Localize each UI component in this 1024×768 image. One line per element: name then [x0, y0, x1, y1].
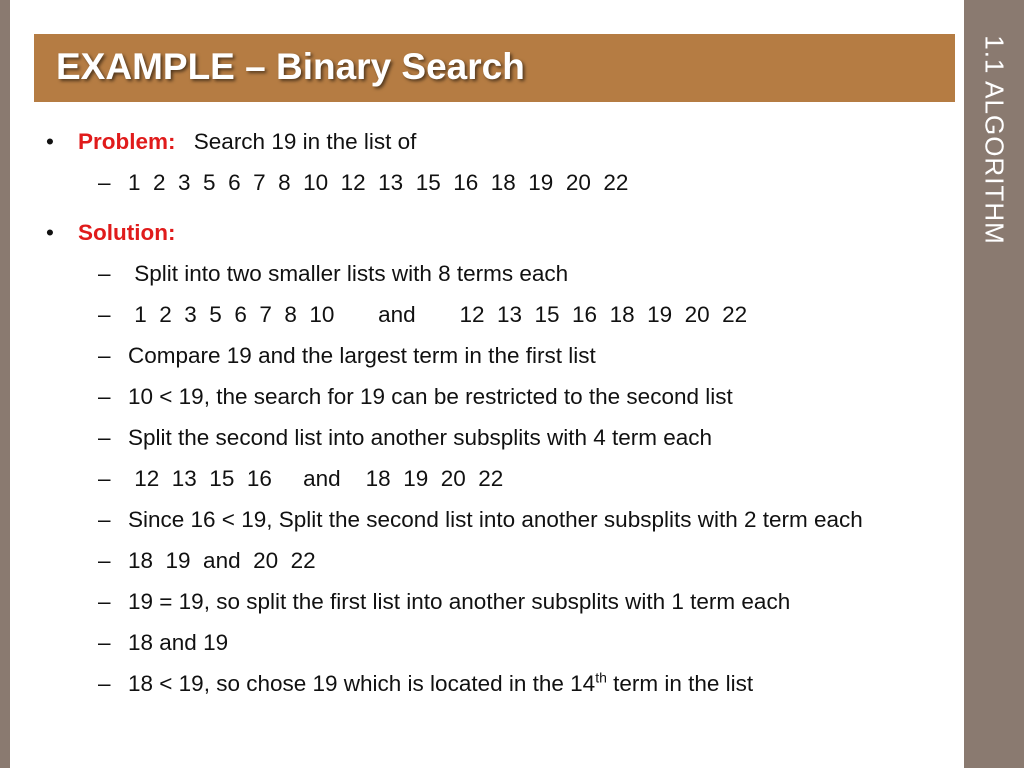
solution-step [46, 545, 946, 577]
dash-marker: – [98, 425, 111, 450]
problem-list-item [46, 167, 946, 199]
solution-label: Solution: [78, 220, 176, 245]
step-text: Split the second list into another subsplits with 4 term each [128, 425, 713, 450]
solution-step [46, 463, 946, 495]
problem-label: Problem: [78, 129, 176, 154]
dash-marker: – [98, 170, 111, 195]
step-text: Compare 19 and the largest term in the first list [128, 343, 596, 368]
title-bar [34, 34, 955, 102]
problem-bullet [46, 126, 946, 158]
bullet-dot: • [46, 220, 54, 245]
solution-step-final [46, 668, 946, 700]
dash-marker: – [98, 343, 111, 368]
solution-step [46, 258, 946, 290]
slide-content [46, 126, 946, 700]
dash-marker: – [98, 548, 111, 573]
problem-text: Search 19 in the list of [193, 129, 417, 154]
solution-step [46, 340, 946, 372]
solution-step [46, 422, 946, 454]
dash-marker: – [98, 630, 111, 655]
step-text-before: 18 < 19, so chose 19 which is located in the 14 [128, 671, 596, 696]
bullet-dot: • [46, 129, 54, 154]
solution-step [46, 627, 946, 659]
step-text: 12 13 15 16 and 18 19 20 22 [128, 466, 504, 491]
step-text: Split into two smaller lists with 8 terms each [128, 261, 569, 286]
step-text: Since 16 < 19, Split the second list into another subsplits with 2 term each [128, 507, 863, 532]
dash-marker: – [98, 589, 111, 614]
step-text: 19 = 19, so split the first list into another subsplits with 1 term each [128, 589, 791, 614]
ordinal-suffix: th [595, 669, 607, 686]
left-accent-rule [0, 0, 10, 768]
slide-title: EXAMPLE – Binary Search [56, 46, 525, 87]
dash-marker: – [98, 466, 111, 491]
solution-step [46, 504, 946, 536]
step-text: 18 19 and 20 22 [128, 548, 316, 573]
dash-marker: – [98, 671, 111, 696]
section-label: 1.1 ALGORITHM [979, 35, 1010, 245]
step-text-after: term in the list [606, 671, 754, 696]
step-text: 18 and 19 [128, 630, 229, 655]
step-text: 1 2 3 5 6 7 8 10 and 12 13 15 16 18 19 20 22 [128, 302, 748, 327]
solution-bullet [46, 217, 946, 249]
dash-marker: – [98, 384, 111, 409]
number-list: 1 2 3 5 6 7 8 10 12 13 15 16 18 19 20 22 [128, 170, 629, 195]
solution-step [46, 299, 946, 331]
solution-step [46, 586, 946, 618]
dash-marker: – [98, 507, 111, 532]
step-text: 10 < 19, the search for 19 can be restricted to the second list [128, 384, 733, 409]
dash-marker: – [98, 261, 111, 286]
dash-marker: – [98, 302, 111, 327]
solution-step [46, 381, 946, 413]
